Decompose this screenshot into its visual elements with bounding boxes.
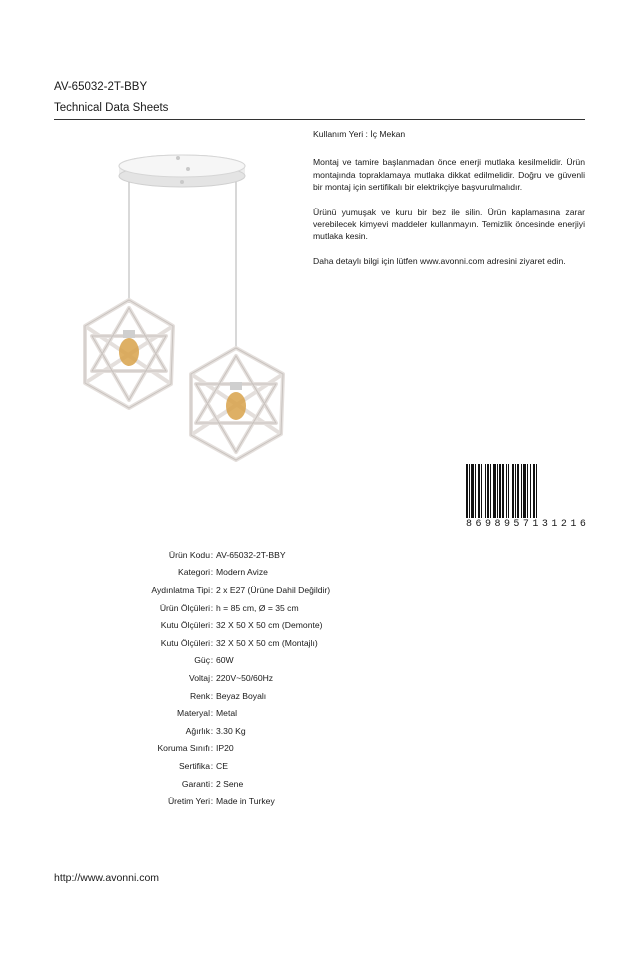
barcode-digit: 5	[513, 519, 520, 530]
barcode-digit: 3	[541, 519, 548, 530]
info-block	[313, 128, 585, 279]
barcode-digit: 1	[570, 519, 577, 530]
barcode-digit: 9	[484, 519, 491, 530]
cleaning-paragraph: Ürünü yumuşak ve kuru bir bez ile silin. Ürün kaplamasına zarar verebilecek kimyevi maddeler kullanmayın. Temizlik öncesinde enerjiyi mutlaka kesin.	[313, 206, 585, 242]
spec-row	[40, 652, 330, 670]
spec-label: Sertifika	[178, 760, 210, 771]
spec-separator: :	[210, 602, 214, 613]
spec-separator: :	[210, 778, 214, 789]
spec-separator: :	[210, 796, 214, 807]
spec-label: Koruma Sınıfı	[157, 743, 210, 754]
barcode-digit: 8	[466, 519, 473, 530]
spec-separator: :	[210, 743, 214, 754]
barcode-digit: 1	[551, 519, 558, 530]
spec-value: Metal	[216, 708, 238, 719]
spec-label: Güç	[194, 655, 210, 666]
spec-value: 2 Sene	[216, 778, 244, 789]
website-paragraph: Daha detaylı bilgi için lütfen www.avonni.com adresini ziyaret edin.	[313, 255, 566, 266]
header-divider	[54, 119, 585, 120]
spec-value: 3.30 Kg	[216, 725, 246, 736]
spec-separator: :	[210, 690, 214, 701]
barcode-digit: 2	[560, 519, 567, 530]
spec-value: 32 X 50 X 50 cm (Montajlı)	[216, 637, 318, 648]
spec-row	[40, 704, 330, 722]
barcode-digit: 7	[522, 519, 529, 530]
barcode-bars-icon	[466, 464, 586, 518]
barcode-digit: 8	[494, 519, 501, 530]
spec-separator: :	[210, 672, 214, 683]
spec-label: Kutu Ölçüleri	[160, 620, 210, 631]
spec-label: Materyal	[177, 708, 210, 719]
usage-location: Kullanım Yeri : İç Mekan	[313, 129, 406, 139]
spec-label: Üretim Yeri	[167, 796, 210, 807]
spec-separator: :	[210, 549, 214, 560]
safety-paragraph: Montaj ve tamire başlanmadan önce enerji mutlaka kesilmelidir. Ürün montajında topraklamaya mutlaka dikkat edilmelidir. Doğru ve güvenli bir montaj için sertifikalı bir elektrikçiye başvurulmalıdır.	[313, 157, 585, 193]
spec-separator: :	[210, 760, 214, 771]
spec-value: CE	[216, 760, 228, 771]
spec-label: Ürün Kodu	[168, 549, 210, 560]
spec-value: h = 85 cm, Ø = 35 cm	[216, 602, 299, 613]
spec-row	[40, 757, 330, 775]
spec-separator: :	[210, 655, 214, 666]
spec-label: Renk	[189, 690, 210, 701]
barcode-digit: 9	[503, 519, 510, 530]
spec-separator: :	[210, 708, 214, 719]
spec-separator: :	[210, 567, 214, 578]
spec-row	[40, 616, 330, 634]
spec-value: 60W	[216, 655, 234, 666]
spec-label: Garanti	[181, 778, 210, 789]
left-bulb-icon	[119, 338, 139, 366]
spec-value: IP20	[216, 743, 234, 754]
document-subtitle: Technical Data Sheets	[54, 102, 169, 114]
website-link[interactable]: http://www.avonni.com	[54, 872, 160, 884]
spec-label: Ağırlık	[185, 725, 210, 736]
pendant-lamp-image	[70, 138, 310, 468]
spec-label: Voltaj	[188, 672, 210, 683]
spec-label: Kategori	[177, 567, 210, 578]
spec-row	[40, 599, 330, 617]
spec-value: 220V~50/60Hz	[216, 672, 274, 683]
spec-value: AV-65032-2T-BBY	[216, 549, 286, 560]
spec-label: Kutu Ölçüleri	[160, 637, 210, 648]
spec-table	[40, 546, 330, 810]
barcode-digits	[466, 519, 586, 530]
spec-row	[40, 634, 330, 652]
barcode-digit: 6	[475, 519, 482, 530]
spec-value: Modern Avize	[216, 567, 268, 578]
spec-label: Ürün Ölçüleri	[159, 602, 210, 613]
spec-value: Made in Turkey	[216, 796, 275, 807]
spec-row	[40, 722, 330, 740]
spec-separator: :	[210, 584, 214, 595]
barcode	[466, 464, 586, 532]
spec-row	[40, 687, 330, 705]
right-bulb-icon	[226, 392, 246, 420]
spec-row	[40, 546, 330, 564]
spec-separator: :	[210, 637, 214, 648]
spec-separator: :	[210, 620, 214, 631]
spec-separator: :	[210, 725, 214, 736]
spec-value: 2 x E27 (Ürüne Dahil Değildir)	[216, 584, 331, 595]
product-code-title: AV-65032-2T-BBY	[54, 81, 148, 93]
spec-row	[40, 775, 330, 793]
barcode-bar	[537, 464, 538, 518]
spec-value: Beyaz Boyalı	[216, 690, 267, 701]
spec-row	[40, 740, 330, 758]
barcode-digit: 6	[579, 519, 586, 530]
spec-label: Aydınlatma Tipi	[151, 584, 210, 595]
spec-row	[40, 669, 330, 687]
spec-row	[40, 564, 330, 582]
spec-row	[40, 792, 330, 810]
barcode-digit: 1	[532, 519, 539, 530]
spec-value: 32 X 50 X 50 cm (Demonte)	[216, 620, 323, 631]
spec-row	[40, 581, 330, 599]
